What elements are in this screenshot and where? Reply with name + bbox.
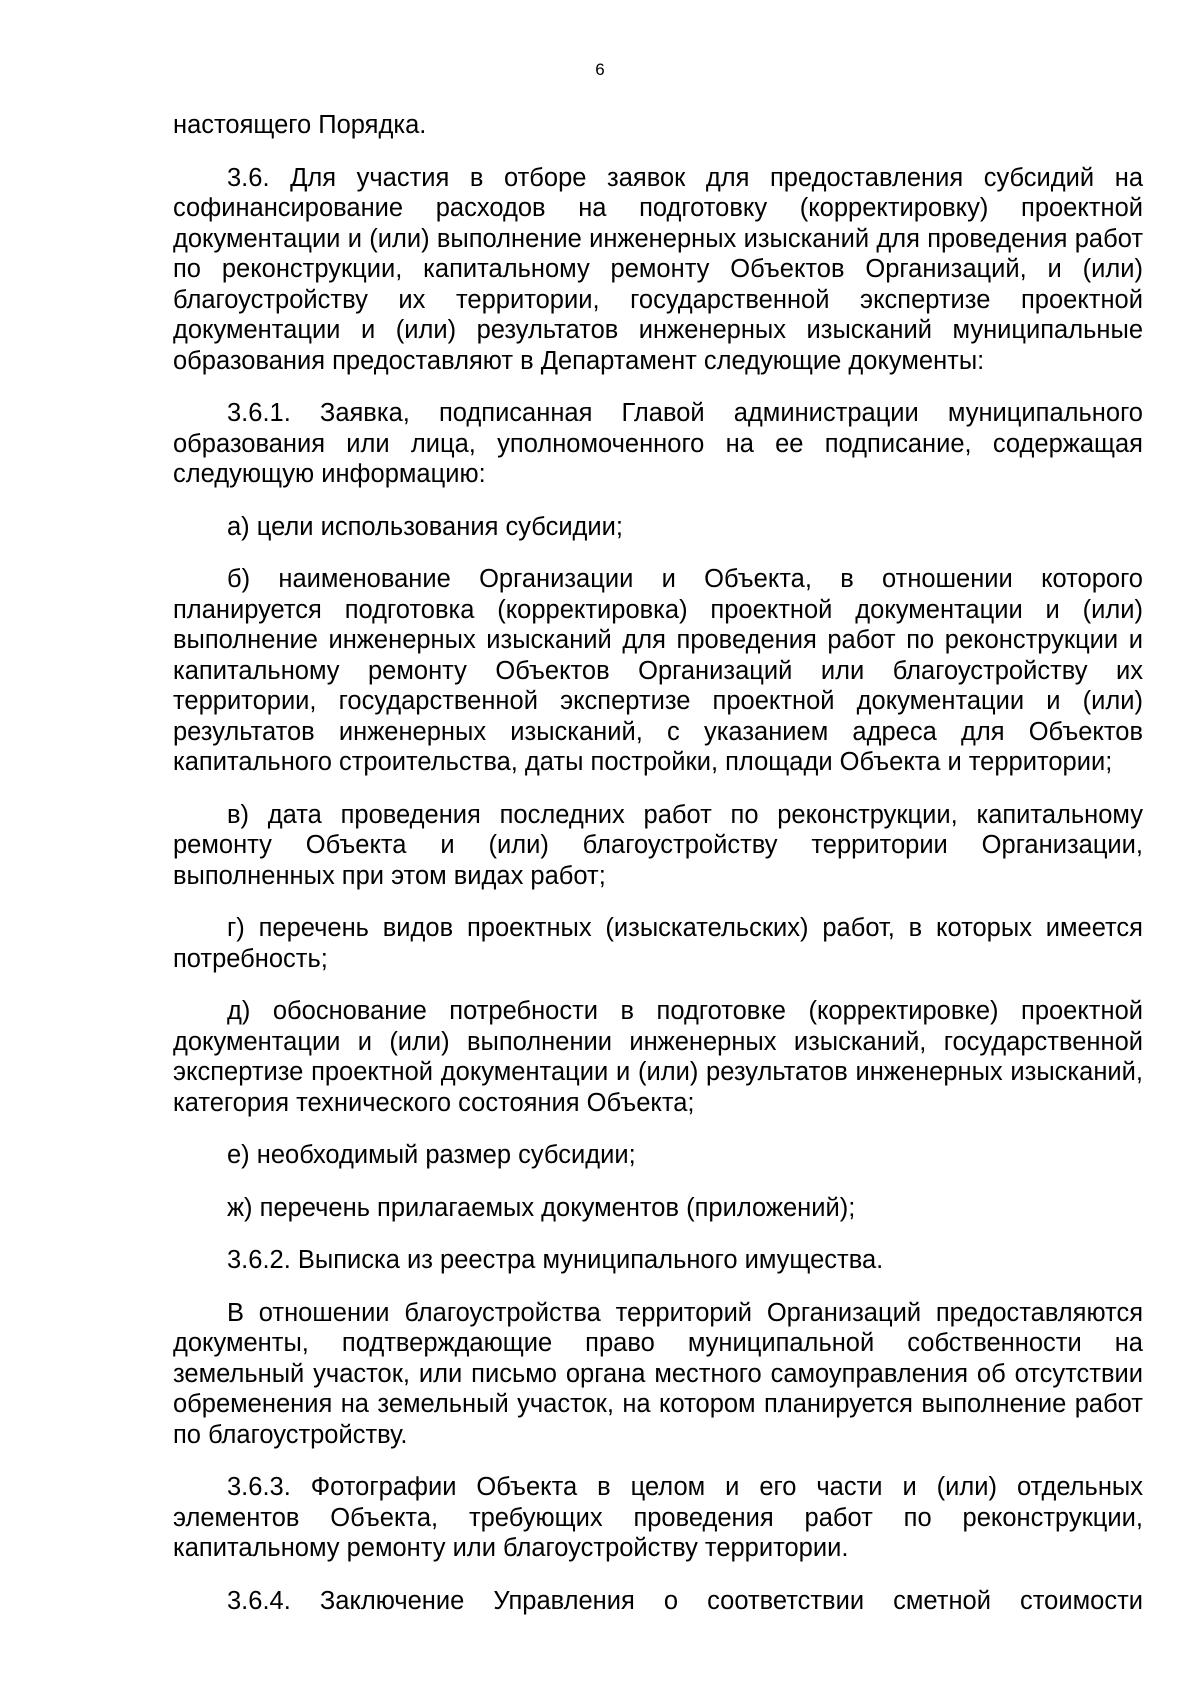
paragraph: е) необходимый размер субсидии; [227, 1141, 636, 1169]
paragraph: а) цели использования субсидии; [227, 512, 624, 541]
document-body [173, 110, 1143, 1616]
paragraph: 3.6.2. Выписка из реестра муниципального имущества. [227, 1246, 884, 1274]
paragraph: г) перечень видов проектных (изыскательских) работ, в которых имеется потребность; [173, 914, 1143, 973]
paragraph: ж) перечень прилагаемых документов (приложений); [227, 1193, 856, 1222]
paragraph: 3.6.3. Фотографии Объекта в целом и его части и (или) отдельных элементов Объекта, требующих проведения работ по реконструкции, капитальному ремонту или благоустройству территории. [173, 1473, 1143, 1562]
paragraph: 3.6.4. Заключение Управления о соответствии сметной стоимости [227, 1586, 1143, 1615]
paragraph: в) дата проведения последних работ по реконструкции, капитальному ремонту Объекта и (или) благоустройству территории Организации, выполненных при этом видах работ; [173, 800, 1143, 890]
paragraph: настоящего Порядка. [173, 111, 427, 139]
paragraph: 3.6.1. Заявка, подписанная Главой администрации муниципального образования или лица, уполномоченного на ее подписание, содержащая следующую информацию: [173, 399, 1143, 488]
paragraph: 3.6. Для участия в отборе заявок для предоставления субсидий на софинансирование расходов на подготовку (корректировку) проектной документации и (или) выполнение инженерных изысканий для проведения работ по реконструкции, капитальному ремонту Объектов Организаций, и (или) благоустройству их территории, государственной экспертизе проектной документации и (или) результатов инженерных изысканий муниципальные образования предоставляют в Департамент следующие документы: [173, 163, 1143, 375]
page-number: 6 [595, 60, 605, 79]
paragraph: д) обоснование потребности в подготовке (корректировке) проектной документации и (или) выполнении инженерных изысканий, государственной экспертизе проектной документации и (или) результатов инженерных изысканий, категория технического состояния Объекта; [173, 997, 1143, 1117]
paragraph: б) наименование Организации и Объекта, в отношении которого планируется подготовка (корректировка) проектной документации и (или) выполнение инженерных изысканий для проведения работ по реконструкции и капитальному ремонту Объектов Организаций или благоустройству их территории, государственной экспертизе проектной документации и (или) результатов инженерных изысканий, с указанием адреса для Объектов капитального строительства, даты постройки, площади Объекта и территории; [173, 565, 1143, 776]
paragraph: В отношении благоустройства территорий Организаций предоставляются документы, подтверждающие право муниципальной собственности на земельный участок, или письмо органа местного самоуправления об отсутствии обременения на земельный участок, на котором планируется выполнение работ по благоустройству. [173, 1298, 1143, 1449]
